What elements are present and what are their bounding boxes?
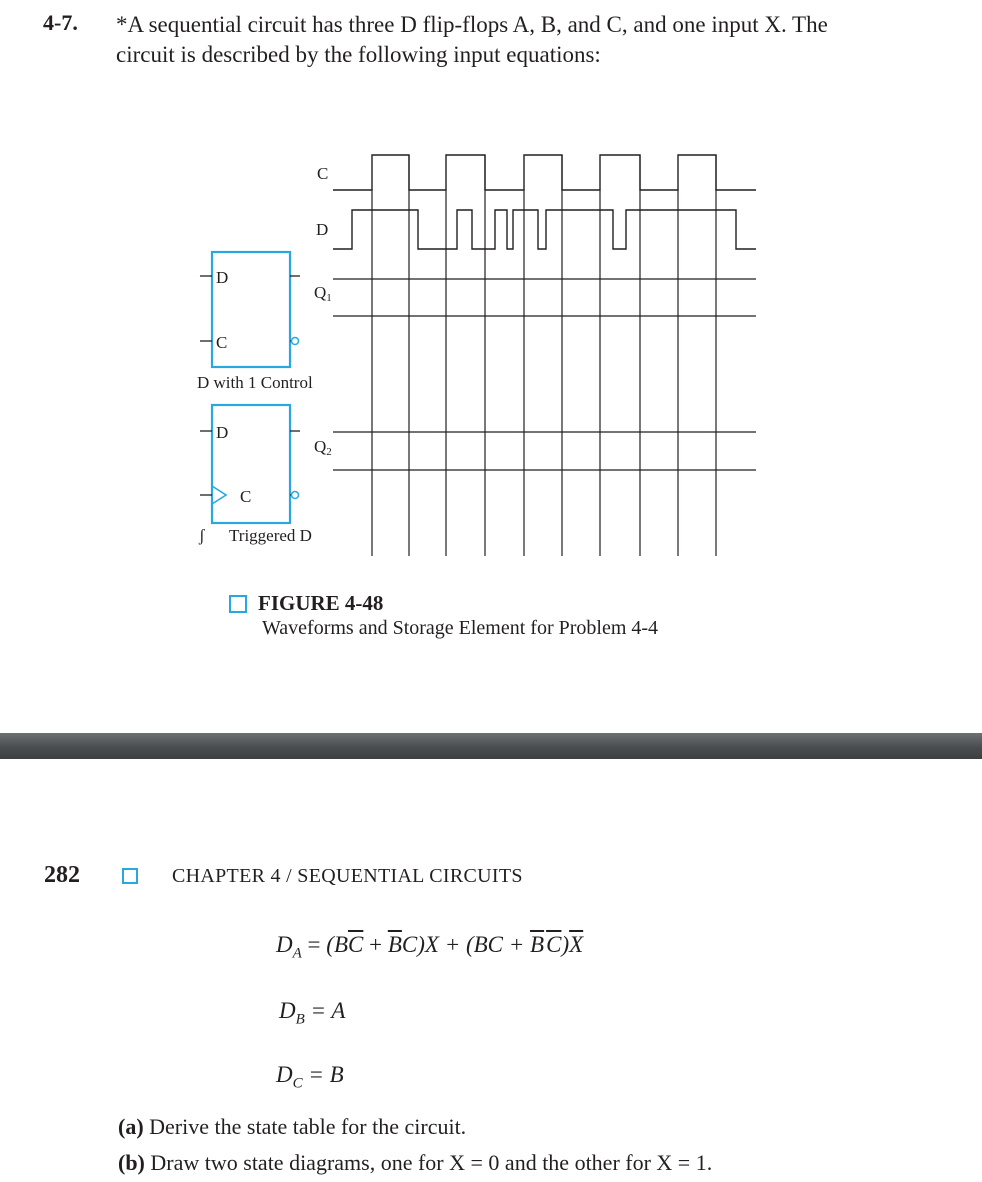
equation-da: $D_A = (B\overline{C} + \overline{B}C)X + (BC + \overline{B}\overline{C})\overline{X}$ (276, 932, 584, 962)
problem-text-line-2: circuit is described by the following input equations: (116, 42, 601, 67)
part-a: (a) Derive the state table for the circuit. (118, 1114, 467, 1139)
problem-number: 4-7. (43, 10, 78, 35)
flipflop-name: Triggered D (229, 526, 312, 545)
d-latch-symbol (200, 252, 300, 367)
equation-db: $D_B = A$ (279, 998, 346, 1028)
label-q1: Q1 (314, 283, 332, 304)
waveform-figure (0, 140, 982, 565)
page-divider (0, 733, 982, 759)
flipflop-pin-c: C (240, 487, 252, 506)
equation-dc: $D_C = B$ (276, 1062, 344, 1092)
header-marker (122, 868, 138, 884)
latch-name: D with 1 Control (197, 373, 313, 392)
caption-marker (229, 595, 247, 613)
d-flipflop-symbol (200, 405, 300, 523)
part-b: (b) Draw two state diagrams, one for X = 0 and the other for X = 1. (118, 1150, 713, 1175)
latch-pin-d: D (216, 268, 229, 287)
page-number: 282 (44, 862, 80, 888)
figure-caption: Waveforms and Storage Element for Problem 4-4 (262, 617, 659, 639)
figure-title: FIGURE 4-48 (258, 591, 384, 615)
chapter-title: CHAPTER 4 / SEQUENTIAL CIRCUITS (172, 865, 523, 887)
problem-text-line-1: *A sequential circuit has three D flip-flops A, B, and C, and one input X. The (116, 12, 828, 37)
label-q2: Q2 (314, 437, 332, 458)
trigger-symbol: ʃ (199, 526, 205, 545)
d-waveform (333, 210, 756, 249)
timing-grid (372, 155, 716, 556)
label-d: D (316, 220, 329, 239)
latch-pin-c: C (216, 333, 228, 352)
clock-waveform (333, 155, 756, 190)
flipflop-pin-d: D (216, 423, 229, 442)
label-c: C (317, 164, 329, 183)
q-rails (333, 279, 756, 470)
